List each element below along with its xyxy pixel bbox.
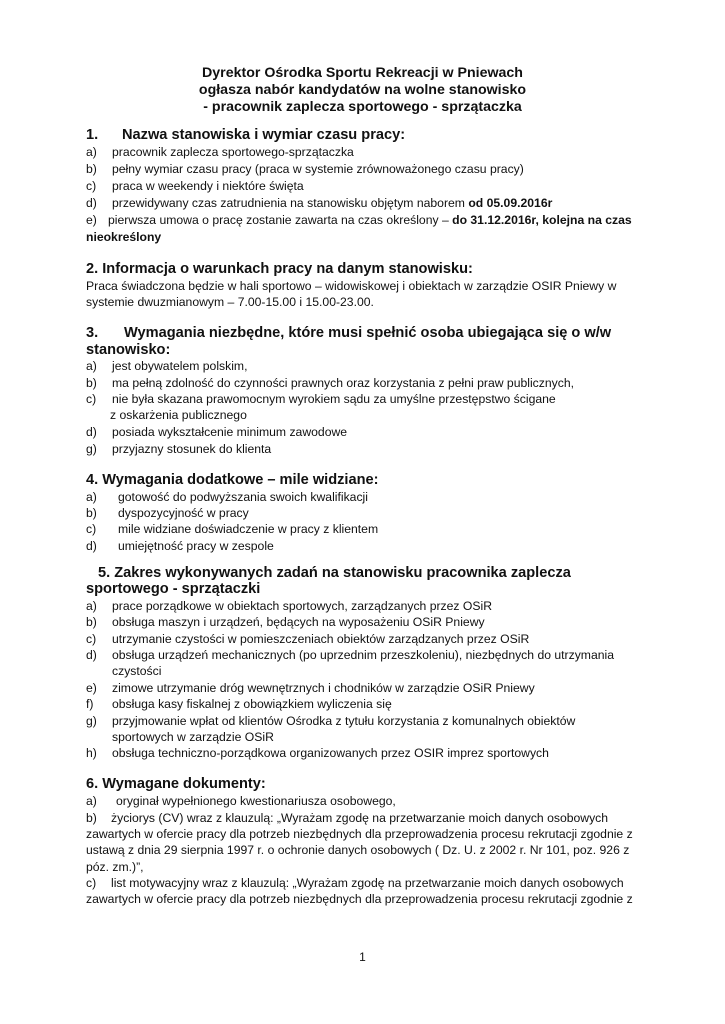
item-text: pierwsza umowa o pracę zostanie zawarta na czas określony – xyxy=(108,213,453,227)
list-item xyxy=(86,598,492,614)
item-text: jest obywatelem polskim, xyxy=(112,359,248,373)
item-letter: b) xyxy=(86,376,97,390)
section-1-number: 1. xyxy=(86,127,99,143)
item-text: nie była skazana prawomocnym wyrokiem sądu za umyślne przestępstwo ścigane xyxy=(112,392,556,406)
item-text: mile widziane doświadczenie w pracy z klientem xyxy=(118,522,379,536)
item-text: obsługa techniczno-porządkowa organizowanych przez OSIR imprez sportowych xyxy=(112,746,549,760)
list-item xyxy=(86,631,529,647)
section-6-heading: 6. Wymagane dokumenty: xyxy=(86,776,266,792)
item-text: obsługa kasy fiskalnej z obowiązkiem wyliczenia się xyxy=(112,697,392,711)
section-5-heading: 5. Zakres wykonywanych zadań na stanowisku pracownika zaplecza xyxy=(98,565,571,581)
item-letter: c) xyxy=(86,392,97,406)
list-item xyxy=(86,489,368,505)
item-text: zimowe utrzymanie dróg wewnętrznych i chodników w zarządzie OSiR Pniewy xyxy=(112,681,535,695)
item-letter: f) xyxy=(86,697,94,711)
item-letter: g) xyxy=(86,714,97,728)
paragraph-line: Praca świadczona będzie w hali sportowo – widowiskowej i obiektach w zarządzie OSIR Pniewy w xyxy=(86,279,617,293)
list-item xyxy=(86,810,608,826)
item-letter: e) xyxy=(86,213,97,227)
item-text: utrzymanie czystości w pomieszczeniach obiektów zarządzanych przez OSiR xyxy=(112,632,530,646)
section-1-title: Nazwa stanowiska i wymiar czasu pracy: xyxy=(122,127,406,143)
list-item xyxy=(86,521,378,537)
item-letter: b) xyxy=(86,162,97,176)
item-text: ma pełną zdolność do czynności prawnych oraz korzystania z pełni praw publicznych, xyxy=(112,376,575,390)
list-item-continuation: z oskarżenia publicznego xyxy=(110,408,247,422)
paragraph-line: zawartych w ofercie pracy dla potrzeb niezbędnych dla przeprowadzenia procesu rekrutacji zgodnie z xyxy=(86,892,633,906)
paragraph-line: póz. zm.)”, xyxy=(86,860,144,874)
list-item xyxy=(86,144,354,160)
title-line-2: ogłasza nabór kandydatów na wolne stanowisko xyxy=(198,82,527,98)
list-item-continuation: sportowych w zarządzie OSiR xyxy=(112,730,274,744)
item-text: oryginał wypełnionego kwestionariusza osobowego, xyxy=(116,794,396,808)
item-letter: d) xyxy=(86,648,97,662)
item-letter: b) xyxy=(86,615,97,629)
item-date: do 31.12.2016r, kolejna na czas xyxy=(452,213,632,227)
list-item xyxy=(86,424,347,440)
title-line-3: - pracownik zaplecza sportowego - sprzątaczka xyxy=(203,99,522,115)
item-text: przyjmowanie wpłat od klientów Ośrodka z tytułu korzystania z komunalnych obiektów xyxy=(112,714,576,728)
item-text: pracownik zaplecza sportowego-sprzątaczka xyxy=(112,145,354,159)
item-text: przewidywany czas zatrudnienia na stanowisku objętym naborem xyxy=(112,196,469,210)
item-letter: a) xyxy=(86,145,97,159)
item-letter: c) xyxy=(86,522,97,536)
item-letter: d) xyxy=(86,196,97,210)
list-item xyxy=(86,505,249,521)
item-text: umiejętność pracy w zespole xyxy=(118,539,274,553)
item-letter: b) xyxy=(86,811,97,825)
list-item xyxy=(86,538,274,554)
list-item xyxy=(86,647,614,663)
list-item xyxy=(86,793,396,809)
item-letter: g) xyxy=(86,442,97,456)
item-text: obsługa maszyn i urządzeń, będących na wyposażeniu OSiR Pniewy xyxy=(112,615,485,629)
section-3-heading xyxy=(86,325,611,342)
list-item xyxy=(86,875,624,891)
list-item xyxy=(86,614,485,630)
list-item xyxy=(86,375,574,391)
item-letter: a) xyxy=(86,599,97,613)
section-3-title: Wymagania niezbędne, które musi spełnić osoba ubiegająca się o w/w xyxy=(124,325,612,341)
section-3-number: 3. xyxy=(86,325,99,341)
list-item xyxy=(86,391,556,407)
list-item xyxy=(86,358,247,374)
list-item xyxy=(86,745,549,761)
page-number: 1 xyxy=(359,950,366,964)
section-4-heading: 4. Wymagania dodatkowe – mile widziane: xyxy=(86,472,379,488)
item-letter: c) xyxy=(86,632,97,646)
item-text: dyspozycyjność w pracy xyxy=(118,506,249,520)
item-text: obsługa urządzeń mechanicznych (po uprzednim przeszkoleniu), niezbędnych do utrzymania xyxy=(112,648,614,662)
list-item-continuation xyxy=(86,229,161,245)
section-3-heading-continuation: stanowisko: xyxy=(86,342,171,358)
list-item xyxy=(86,696,392,712)
item-letter: e) xyxy=(86,681,97,695)
item-letter: a) xyxy=(86,359,97,373)
paragraph-line: zawartych w ofercie pracy dla potrzeb niezbędnych dla przeprowadzenia procesu rekrutacji zgodnie z xyxy=(86,827,633,841)
list-item xyxy=(86,178,304,194)
item-letter: a) xyxy=(86,490,97,504)
list-item xyxy=(86,212,632,228)
item-letter: c) xyxy=(86,876,97,890)
item-letter: d) xyxy=(86,539,97,553)
list-item-continuation: czystości xyxy=(112,664,162,678)
section-1-heading xyxy=(86,127,405,144)
list-item xyxy=(86,713,575,729)
item-text: prace porządkowe w obiektach sportowych, zarządzanych przez OSiR xyxy=(112,599,493,613)
section-5-heading-continuation: sportowego - sprzątaczki xyxy=(86,581,261,597)
paragraph-line: ustawą z dnia 29 sierpnia 1997 r. o ochronie danych osobowych ( Dz. U. z 2002 r. Nr 101, poz. 926 z xyxy=(86,843,630,857)
section-2-heading: 2. Informacja o warunkach pracy na danym stanowisku: xyxy=(86,261,473,277)
item-letter: h) xyxy=(86,746,97,760)
item-text-bold: nieokreślony xyxy=(86,230,162,244)
item-text: praca w weekendy i niektóre święta xyxy=(112,179,304,193)
item-letter: b) xyxy=(86,506,97,520)
list-item xyxy=(86,195,552,211)
item-text: przyjazny stosunek do klienta xyxy=(112,442,272,456)
item-text: list motywacyjny wraz z klauzulą: „Wyrażam zgodę na przetwarzanie moich danych osobowych xyxy=(111,876,624,890)
list-item xyxy=(86,441,271,457)
item-letter: c) xyxy=(86,179,97,193)
paragraph-line: systemie dwuzmianowym – 7.00-15.00 i 15.00-23.00. xyxy=(86,295,374,309)
list-item xyxy=(86,680,535,696)
item-text: posiada wykształcenie minimum zawodowe xyxy=(112,425,348,439)
item-date: od 05.09.2016r xyxy=(468,196,553,210)
item-text: życiorys (CV) wraz z klauzulą: „Wyrażam zgodę na przetwarzanie moich danych osobowych xyxy=(111,811,609,825)
list-item xyxy=(86,161,524,177)
title-line-1: Dyrektor Ośrodka Sportu Rekreacji w Pniewach xyxy=(202,65,523,81)
item-text: pełny wymiar czasu pracy (praca w systemie zrównoważonego czasu pracy) xyxy=(112,162,524,176)
item-text: gotowość do podwyższania swoich kwalifikacji xyxy=(118,490,368,504)
item-letter: a) xyxy=(86,794,97,808)
item-letter: d) xyxy=(86,425,97,439)
